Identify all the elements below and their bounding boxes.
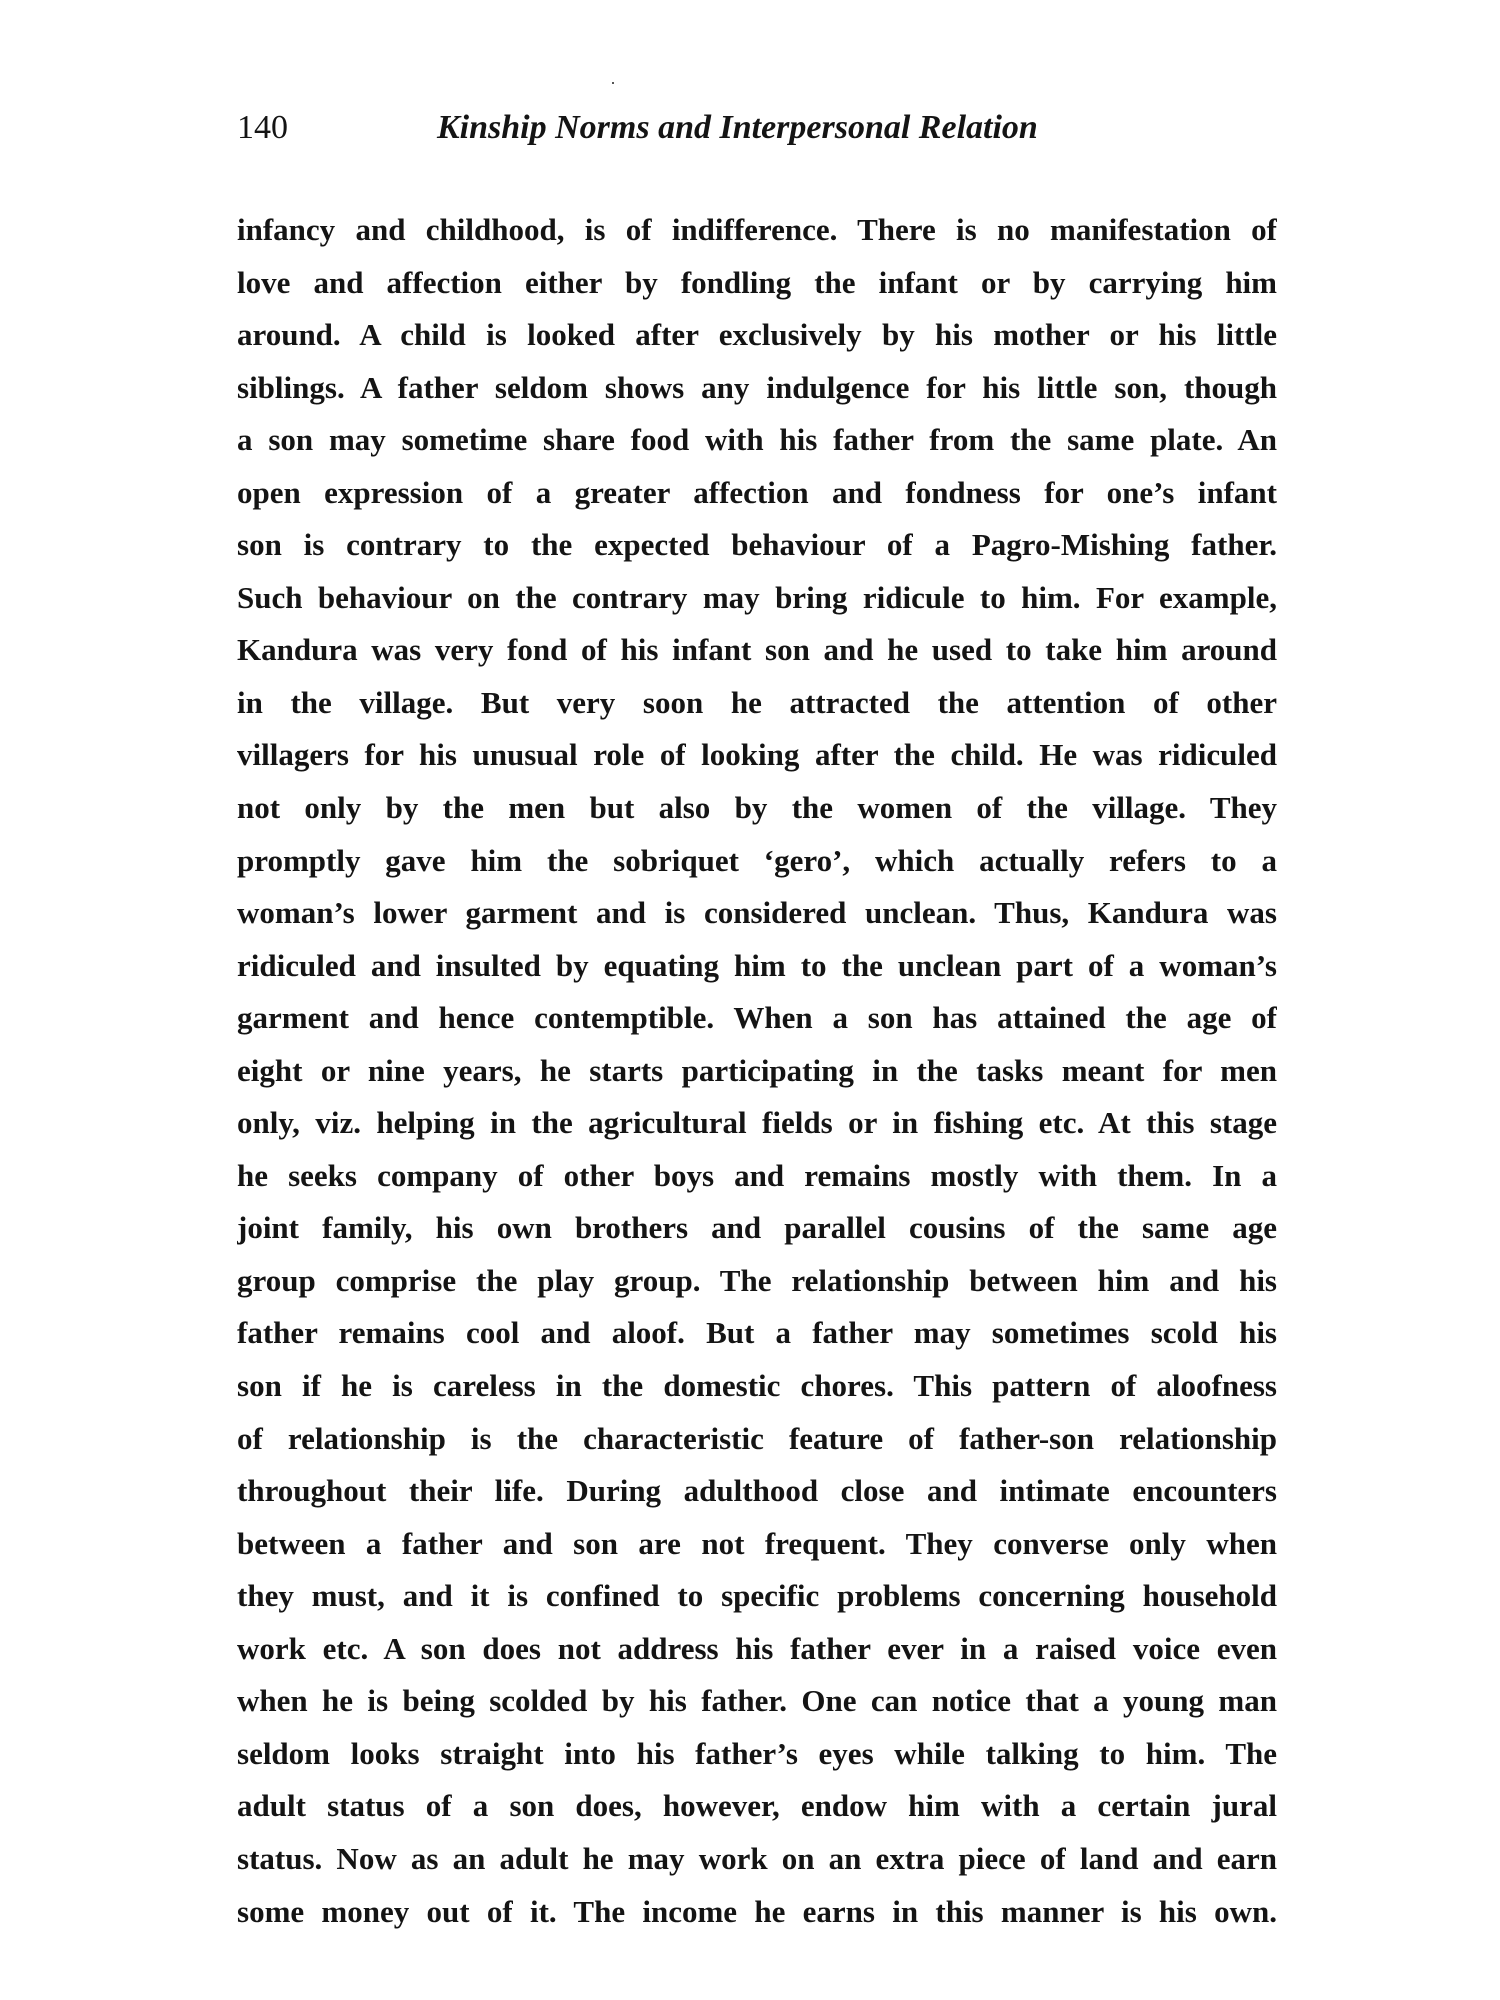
text-line: infancy and childhood, is of indifference. There is no manifestation of (237, 212, 1277, 247)
page-number: 140 (237, 109, 288, 146)
text-line: woman’s lower garment and is considered unclean. Thus, Kandura was (237, 895, 1277, 931)
text-line: a son may sometime share food with his father from the same plate. An (237, 422, 1277, 458)
text-line: when he is being scolded by his father. One can notice that a young man (237, 1683, 1277, 1719)
text-line: Kandura was very fond of his infant son and he used to take him around (237, 632, 1277, 668)
text-line: seldom looks straight into his father’s eyes while talking to him. The (237, 1735, 1277, 1771)
text-line: adult status of a son does, however, endow him with a certain jural (237, 1788, 1277, 1824)
text-line: Such behaviour on the contrary may bring ridicule to him. For example, (237, 579, 1277, 615)
text-line: around. A child is looked after exclusively by his mother or his little (237, 317, 1277, 353)
text-line: ridiculed and insulted by equating him to the unclean part of a woman’s (237, 947, 1277, 983)
text-line: status. Now as an adult he may work on an extra piece of land and earn (237, 1840, 1277, 1876)
text-line: father remains cool and aloof. But a father may sometimes scold his (237, 1315, 1277, 1351)
text-line: he seeks company of other boys and remains mostly with them. In a (237, 1157, 1277, 1193)
text-line: son if he is careless in the domestic chores. This pattern of aloofness (237, 1368, 1277, 1404)
text-line: some money out of it. The income he earns in this manner is his own. (237, 1893, 1277, 1929)
scan-speck (612, 82, 614, 84)
running-header (237, 104, 1277, 152)
text-line: son is contrary to the expected behaviour of a Pagro-Mishing father. (237, 527, 1277, 563)
text-line: promptly gave him the sobriquet ‘gero’, which actually refers to a (237, 842, 1277, 878)
text-line: of relationship is the characteristic feature of father-son relationship (237, 1420, 1277, 1456)
text-line: eight or nine years, he starts participating in the tasks meant for men (237, 1052, 1277, 1088)
text-line: only, viz. helping in the agricultural fields or in fishing etc. At this stage (237, 1105, 1277, 1141)
text-line: love and affection either by fondling the infant or by carrying him (237, 264, 1277, 300)
text-line: open expression of a greater affection and fondness for one’s infant (237, 474, 1277, 510)
text-line: they must, and it is confined to specific problems concerning household (237, 1578, 1277, 1614)
text-line: work etc. A son does not address his father ever in a raised voice even (237, 1630, 1277, 1666)
text-line: group comprise the play group. The relationship between him and his (237, 1262, 1277, 1298)
running-title: Kinship Norms and Interpersonal Relation (437, 109, 1038, 146)
text-line: garment and hence contemptible. When a son has attained the age of (237, 1000, 1277, 1036)
text-line: joint family, his own brothers and parallel cousins of the same age (237, 1210, 1277, 1246)
text-line: siblings. A father seldom shows any indulgence for his little son, though (237, 369, 1277, 405)
text-line: throughout their life. During adulthood close and intimate encounters (237, 1473, 1277, 1509)
text-line: in the village. But very soon he attracted the attention of other (237, 684, 1277, 720)
body-paragraph (237, 204, 1277, 1938)
text-line: not only by the men but also by the women of the village. They (237, 790, 1277, 826)
text-line: villagers for his unusual role of looking after the child. He was ridiculed (237, 737, 1277, 773)
text-line: between a father and son are not frequent. They converse only when (237, 1525, 1277, 1561)
